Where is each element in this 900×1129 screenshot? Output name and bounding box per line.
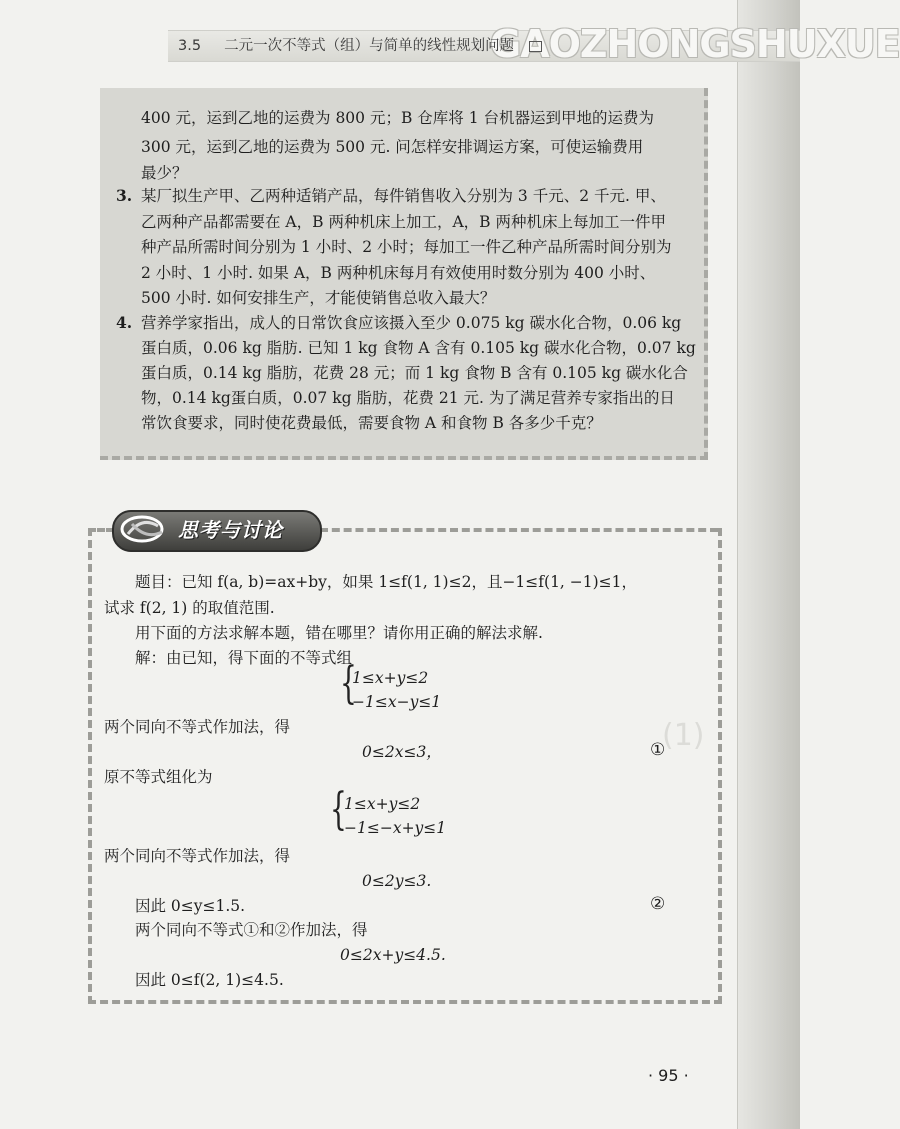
question-4-line: 营养学家指出，成人的日常饮食应该摄入至少 0.075 kg 碳水化合物，0.06 kg	[141, 314, 682, 332]
swirl-logo-icon	[118, 512, 170, 546]
circled-two-marker: ②	[650, 894, 666, 914]
discussion-border-top-left	[88, 528, 114, 532]
exercise-continuation-line: 最少？	[141, 164, 188, 182]
discussion-border-top	[320, 528, 718, 532]
circled-one-marker: ①	[650, 740, 666, 760]
question-4-line: 蛋白质，0.06 kg 脂肪. 已知 1 kg 食物 A 含有 0.105 kg 碳水化合物，0.07 kg	[141, 339, 696, 357]
running-header	[178, 34, 542, 55]
question-4-line: 常饮食要求，同时使花费最低，需要食物 A 和食物 B 各多少千克？	[141, 414, 602, 432]
question-4-line: 蛋白质，0.14 kg 脂肪，花费 28 元；而 1 kg 食物 B 含有 0.105 kg 碳水化合	[141, 364, 688, 382]
conclusion-2: 因此 0≤f(2, 1)≤4.5.	[135, 971, 284, 989]
problem-statement-line: 题目：已知 f(a, b)=ax+by，如果 1≤f(1, 1)≤2，且−1≤f(1, −1)≤1，	[135, 573, 638, 591]
page-edge	[737, 0, 800, 1129]
brace-icon: {	[330, 784, 347, 835]
exercise-continuation-line: 300 元，运到乙地的运费为 500 元. 问怎样安排调运方案，可使运输费用	[141, 138, 644, 156]
system1-line: 1≤x+y≤2	[352, 669, 429, 687]
exercise-continuation-line: 400 元，运到乙地的运费为 800 元；B 仓库将 1 台机器运到甲地的运费为	[141, 109, 654, 127]
section-number: 3.5	[178, 38, 202, 54]
instruction-text: 用下面的方法求解本题，错在哪里？请你用正确的解法求解.	[135, 624, 543, 642]
section-title: 二元一次不等式（组）与简单的线性规划问题	[224, 38, 515, 54]
question-3-line: 乙两种产品都需要在 A，B 两种机床上加工，A，B 两种机床上每加工一件甲	[141, 213, 666, 231]
result-2: 0≤2y≤3.	[362, 872, 432, 890]
brace-icon: {	[340, 658, 357, 709]
addition-step: 两个同向不等式①和②作加法，得	[135, 921, 368, 939]
header-watermark: GAOZHONGSHUXUE	[490, 22, 900, 66]
system2-line: 1≤x+y≤2	[344, 795, 421, 813]
system2-line: −1≤−x+y≤1	[344, 819, 447, 837]
conclusion-1: 因此 0≤y≤1.5.	[135, 897, 246, 915]
question-4-line: 物，0.14 kg蛋白质，0.07 kg 脂肪，花费 21 元. 为了满足营养专家指出的日	[141, 389, 675, 407]
background-artifact: (1)	[662, 718, 705, 753]
question-3-line: 种产品所需时间分别为 1 小时、2 小时；每加工一件乙种产品所需时间分别为	[141, 238, 672, 256]
problem-statement-line: 试求 f(2, 1) 的取值范围.	[104, 599, 275, 617]
square-icon	[529, 41, 542, 52]
question-3-line: 500 小时. 如何安排生产，才能使销售总收入最大？	[141, 289, 496, 307]
question-3-number: 3.	[116, 186, 133, 205]
system1-line: −1≤x−y≤1	[352, 693, 442, 711]
question-3-line: 某厂拟生产甲、乙两种适销产品，每件销售收入分别为 3 千元、2 千元. 甲、	[141, 187, 666, 205]
result-3: 0≤2x+y≤4.5.	[340, 946, 446, 964]
addition-step: 两个同向不等式作加法，得	[104, 847, 291, 865]
solution-intro: 解：由已知，得下面的不等式组	[135, 649, 353, 667]
addition-step: 两个同向不等式作加法，得	[104, 718, 291, 736]
question-3-line: 2 小时、1 小时. 如果 A，B 两种机床每月有效使用时数分别为 400 小时、	[141, 264, 656, 282]
question-4-number: 4.	[116, 313, 133, 332]
page-number: · 95 ·	[648, 1066, 689, 1085]
discussion-badge-title: 思考与讨论	[178, 518, 283, 542]
result-1: 0≤2x≤3，	[362, 743, 442, 761]
transform-step: 原不等式组化为	[104, 768, 213, 786]
